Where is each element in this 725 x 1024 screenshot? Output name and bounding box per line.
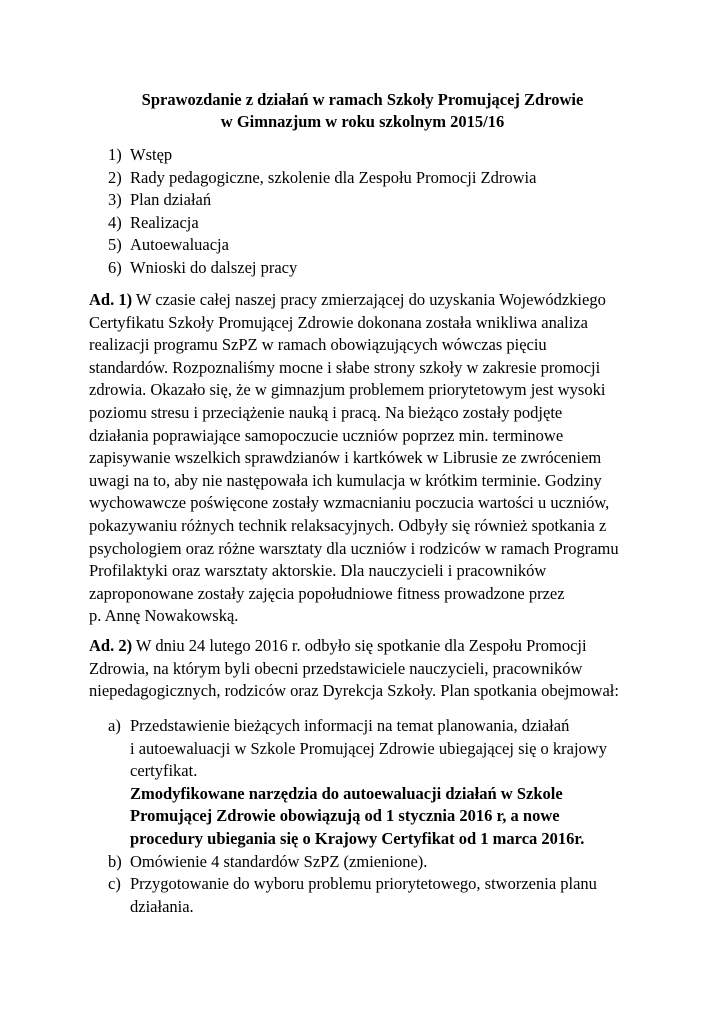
agenda-bold-line: Zmodyfikowane narzędzia do autoewaluacji działań w Szkole — [130, 783, 563, 803]
paragraph-line: niepedagogicznych, rodziców oraz Dyrekcja Szkoły. Plan spotkania obejmował: — [89, 681, 619, 701]
agenda-marker: c) — [108, 874, 121, 894]
document-title-line-2: w Gimnazjum w roku szkolnym 2015/16 — [220, 112, 505, 131]
document-title-line-1: Sprawozdanie z działań w ramach Szkoły Promującej Zdrowie — [141, 90, 584, 109]
section-ad2 — [89, 635, 649, 703]
toc-item — [108, 212, 536, 235]
toc-number: 1) — [108, 145, 122, 164]
paragraph-line: standardów. Rozpoznaliśmy mocne i słabe strony szkoły w zakresie promocji — [89, 357, 601, 377]
toc-label: Autoewaluacja — [130, 235, 229, 254]
paragraph-line: zaproponowane zostały zajęcia popołudniowe fitness prowadzone przez — [89, 583, 565, 603]
agenda-item — [108, 873, 628, 918]
agenda-marker: b) — [108, 851, 122, 871]
toc-label: Plan działań — [130, 190, 212, 209]
section-heading: Ad. 2) — [89, 636, 133, 655]
agenda-item — [108, 851, 628, 874]
paragraph-line: działania poprawiające samopoczucie uczniów poprzez min. terminowe — [89, 425, 564, 445]
toc-label: Realizacja — [130, 212, 199, 232]
toc-label: Wstęp — [130, 145, 173, 164]
agenda-bold-line: procedury ubiegania się o Krajowy Certyfikat od 1 marca 2016r. — [130, 828, 585, 848]
agenda-list — [108, 715, 628, 918]
paragraph-line: pokazywaniu różnych technik relaksacyjnych. Odbyły się również spotkania z — [89, 515, 607, 535]
toc-label: Wnioski do dalszej pracy — [130, 257, 298, 277]
toc-item — [108, 144, 536, 167]
paragraph-line: poziomu stresu i przeciążenie nauką i pracą. Na bieżąco zostały podjęte — [89, 402, 563, 422]
toc-label: Rady pedagogiczne, szkolenie dla Zespołu Promocji Zdrowia — [130, 167, 537, 187]
agenda-line: Przedstawienie bieżących informacji na temat planowania, działań — [130, 716, 570, 735]
toc-number: 2) — [108, 167, 122, 187]
toc-item — [108, 167, 536, 190]
agenda-marker: a) — [108, 716, 121, 735]
paragraph-line: psychologiem oraz różne warsztaty dla uczniów i rodziców w ramach Programu — [89, 538, 619, 558]
paragraph-line: realizacji programu SzPZ w ramach obowiązujących wówczas pięciu — [89, 335, 547, 355]
section-ad1 — [89, 289, 649, 628]
agenda-line: certyfikat. — [130, 761, 198, 781]
toc-number: 3) — [108, 190, 122, 209]
section-heading: Ad. 1) — [89, 290, 133, 309]
agenda-line: i autoewaluacji w Szkole Promującej Zdrowie ubiegającej się o krajowy — [130, 738, 607, 758]
table-of-contents — [108, 144, 536, 279]
agenda-line: Przygotowanie do wyboru problemu priorytetowego, stworzenia planu — [130, 874, 597, 894]
paragraph-line: wychowawcze poświęcone zostały wzmacnianiu poczucia wartości u uczniów, — [89, 493, 610, 513]
toc-item — [108, 189, 536, 212]
agenda-text — [130, 851, 628, 874]
agenda-text — [130, 873, 628, 918]
paragraph-line: Ad. 1) W czasie całej naszej pracy zmierzającej do uzyskania Wojewódzkiego — [89, 290, 606, 309]
agenda-item — [108, 715, 628, 851]
agenda-line: Omówienie 4 standardów SzPZ (zmienione). — [130, 851, 428, 871]
agenda-text — [130, 715, 628, 851]
toc-item — [108, 257, 536, 280]
paragraph-line: zdrowia. Okazało się, że w gimnazjum problemem priorytetowym jest wysoki — [89, 380, 606, 400]
toc-item — [108, 234, 536, 257]
toc-number: 5) — [108, 235, 122, 254]
paragraph-line: Zdrowia, na którym byli obecni przedstawiciele nauczycieli, pracowników — [89, 658, 583, 678]
paragraph-line: Ad. 2) W dniu 24 lutego 2016 r. odbyło się spotkanie dla Zespołu Promocji — [89, 636, 587, 655]
agenda-bold-line: Promującej Zdrowie obowiązują od 1 stycznia 2016 r, a nowe — [130, 806, 560, 826]
toc-number: 4) — [108, 212, 122, 232]
paragraph-line: zapisywanie wszelkich sprawdzianów i kartkówek w Librusie ze zwróceniem — [89, 448, 602, 468]
paragraph-line: Certyfikatu Szkoły Promującej Zdrowie dokonana została wnikliwa analiza — [89, 312, 588, 332]
paragraph-line: p. Annę Nowakowską. — [89, 606, 239, 626]
paragraph-line: Profilaktyki oraz warsztaty aktorskie. Dla nauczycieli i pracowników — [89, 561, 547, 581]
paragraph-line: uwagi na to, aby nie następowała ich kumulacja w krótkim terminie. Godziny — [89, 470, 602, 490]
toc-number: 6) — [108, 257, 122, 277]
agenda-line: działania. — [130, 896, 194, 916]
